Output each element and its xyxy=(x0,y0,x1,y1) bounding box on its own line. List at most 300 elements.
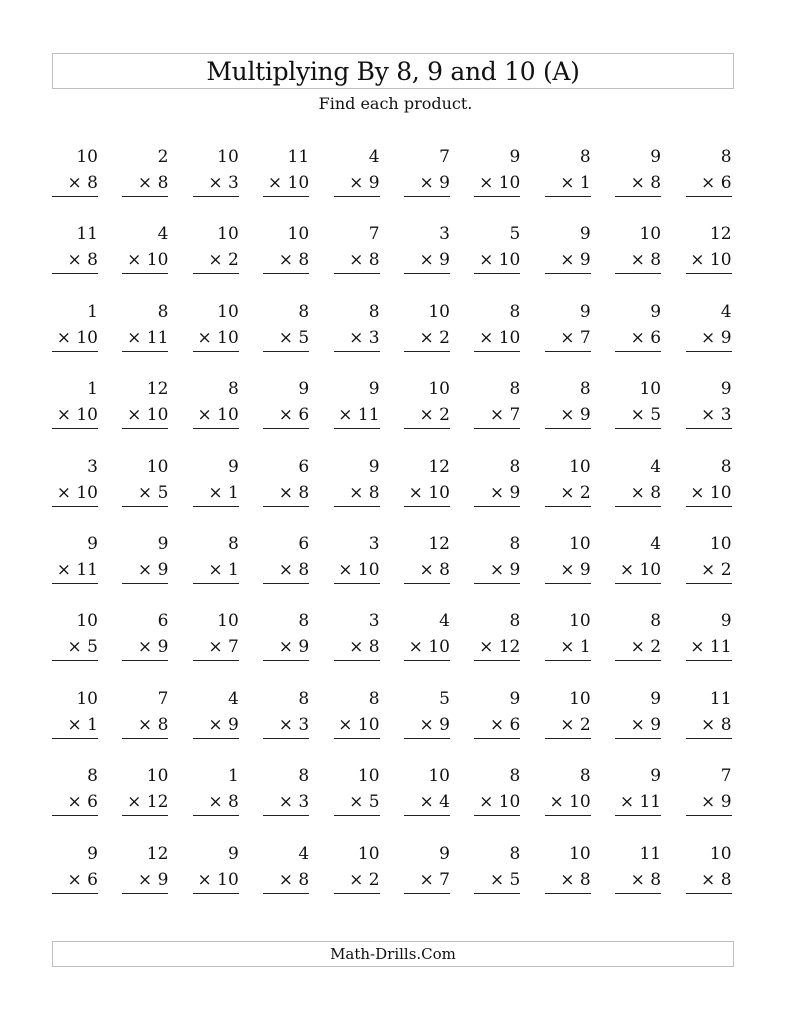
multiplicand: 9 xyxy=(720,379,732,400)
multiplicand: 10 xyxy=(217,147,239,167)
multiplier: × 8 xyxy=(263,247,309,274)
multiplier: × 1 xyxy=(545,634,591,661)
multiplication-problem xyxy=(404,144,450,221)
multiplier: × 5 xyxy=(263,325,309,352)
multiplication-problem xyxy=(474,454,520,531)
multiplicand: 8 xyxy=(509,611,521,632)
multiplier: × 5 xyxy=(474,867,520,894)
multiplication-problem xyxy=(474,221,520,298)
multiplicand: 8 xyxy=(509,456,521,477)
multiplicand: 10 xyxy=(709,843,732,864)
multiplication-problem xyxy=(263,531,309,608)
multiplication-problem xyxy=(404,841,450,918)
multiplicand: 10 xyxy=(146,766,169,787)
multiplication-problem xyxy=(122,454,168,531)
multiplication-problem xyxy=(615,221,661,298)
multiplicand: 7 xyxy=(368,224,380,245)
multiplier: × 9 xyxy=(474,480,520,507)
multiplication-problem xyxy=(334,454,380,531)
multiplier: × 1 xyxy=(193,480,239,507)
multiplier: × 7 xyxy=(474,402,520,429)
multiplicand: 3 xyxy=(368,533,380,554)
multiplier: × 10 xyxy=(334,712,380,739)
multiplication-problem xyxy=(122,299,168,376)
multiplier: × 10 xyxy=(52,325,98,352)
multiplier: × 10 xyxy=(263,170,309,197)
multiplicand: 8 xyxy=(368,301,380,322)
multiplication-problem xyxy=(404,454,450,531)
multiplicand: 4 xyxy=(227,688,239,709)
multiplication-problem xyxy=(193,221,239,298)
multiplication-problem xyxy=(615,144,661,221)
multiplier: × 5 xyxy=(334,789,380,816)
multiplication-problem xyxy=(686,763,732,840)
multiplicand: 11 xyxy=(639,843,662,864)
multiplication-problem xyxy=(334,376,380,453)
multiplicand: 10 xyxy=(76,147,98,167)
multiplicand: 9 xyxy=(579,301,591,322)
multiplication-problem xyxy=(545,454,591,531)
multiplication-problem xyxy=(334,144,380,221)
multiplication-problem xyxy=(545,221,591,298)
multiplier: × 6 xyxy=(263,402,309,429)
multiplier: × 11 xyxy=(615,789,661,816)
multiplication-problem xyxy=(615,376,661,453)
multiplicand: 9 xyxy=(650,301,662,322)
multiplicand: 10 xyxy=(428,379,450,400)
multiplier: × 10 xyxy=(474,170,520,197)
multiplication-problem xyxy=(545,686,591,763)
multiplicand: 10 xyxy=(569,688,591,709)
multiplicand: 8 xyxy=(298,766,310,787)
multiplication-problem xyxy=(615,841,661,918)
multiplicand: 10 xyxy=(428,301,450,322)
multiplicand: 4 xyxy=(720,301,732,322)
multiplication-problem xyxy=(404,221,450,298)
multiplier: × 7 xyxy=(193,634,239,661)
multiplicand: 10 xyxy=(217,301,239,322)
multiplier: × 8 xyxy=(263,480,309,507)
multiplication-problem xyxy=(334,221,380,298)
multiplier: × 2 xyxy=(404,325,450,352)
multiplicand: 6 xyxy=(298,456,310,477)
multiplication-problem xyxy=(686,221,732,298)
multiplier: × 9 xyxy=(545,557,591,584)
multiplication-problem xyxy=(474,531,520,608)
multiplier: × 7 xyxy=(404,867,450,894)
multiplicand: 3 xyxy=(87,456,98,477)
multiplication-problem xyxy=(545,841,591,918)
multiplier: × 12 xyxy=(474,634,520,661)
multiplication-problem xyxy=(404,608,450,685)
multiplication-problem xyxy=(193,841,239,918)
multiplier: × 10 xyxy=(193,325,239,352)
multiplicand: 10 xyxy=(639,224,662,245)
multiplicand: 9 xyxy=(650,766,662,787)
multiplier: × 9 xyxy=(686,325,732,352)
multiplier: × 8 xyxy=(686,712,732,739)
multiplication-problem xyxy=(686,531,732,608)
multiplicand: 10 xyxy=(357,843,380,864)
multiplicand: 9 xyxy=(720,611,732,632)
multiplication-problem xyxy=(334,841,380,918)
multiplicand: 8 xyxy=(157,301,169,322)
multiplicand: 4 xyxy=(368,147,380,167)
multiplier: × 9 xyxy=(545,402,591,429)
multiplier: × 9 xyxy=(615,712,661,739)
multiplicand: 9 xyxy=(298,379,310,400)
multiplier: × 4 xyxy=(404,789,450,816)
multiplicand: 10 xyxy=(217,224,239,245)
multiplier: × 6 xyxy=(686,170,732,197)
multiplication-problem xyxy=(334,686,380,763)
multiplier: × 10 xyxy=(686,247,732,274)
multiplier: × 8 xyxy=(263,557,309,584)
multiplicand: 9 xyxy=(439,843,450,864)
multiplicand: 10 xyxy=(639,379,662,400)
multiplicand: 9 xyxy=(579,224,591,245)
multiplication-problem xyxy=(52,608,98,685)
multiplication-problem xyxy=(334,763,380,840)
multiplication-problem xyxy=(122,221,168,298)
multiplicand: 8 xyxy=(509,533,521,554)
multiplier: × 9 xyxy=(334,170,380,197)
multiplication-problem xyxy=(474,763,520,840)
multiplicand: 10 xyxy=(709,533,732,554)
multiplier: × 10 xyxy=(615,557,661,584)
multiplication-problem xyxy=(193,144,239,221)
multiplication-problem xyxy=(686,454,732,531)
multiplication-problem xyxy=(334,608,380,685)
multiplication-problem xyxy=(52,763,98,840)
multiplicand: 4 xyxy=(650,533,662,554)
multiplication-problem xyxy=(263,299,309,376)
multiplication-problem xyxy=(122,841,168,918)
multiplication-problem xyxy=(52,221,98,298)
multiplication-problem xyxy=(52,841,98,918)
multiplier: × 3 xyxy=(263,789,309,816)
multiplicand: 4 xyxy=(439,611,450,632)
multiplication-problem xyxy=(474,841,520,918)
multiplication-problem xyxy=(404,763,450,840)
multiplication-problem xyxy=(686,686,732,763)
multiplier: × 10 xyxy=(474,789,520,816)
multiplier: × 8 xyxy=(122,170,168,197)
multiplicand: 10 xyxy=(357,766,380,787)
multiplicand: 8 xyxy=(298,301,310,322)
multiplication-problem xyxy=(122,376,168,453)
footer-text: Math-Drills.Com xyxy=(330,945,456,963)
multiplicand: 12 xyxy=(146,843,169,864)
multiplication-problem xyxy=(122,608,168,685)
multiplicand: 9 xyxy=(87,843,98,864)
multiplier: × 8 xyxy=(193,789,239,816)
multiplier: × 10 xyxy=(122,402,168,429)
multiplication-problem xyxy=(615,608,661,685)
multiplication-problem xyxy=(122,144,168,221)
multiplier: × 10 xyxy=(545,789,591,816)
multiplicand: 1 xyxy=(87,301,98,322)
multiplier: × 9 xyxy=(122,634,168,661)
multiplicand: 9 xyxy=(227,843,239,864)
multiplicand: 6 xyxy=(298,533,310,554)
multiplication-problem xyxy=(686,376,732,453)
multiplicand: 8 xyxy=(579,766,591,787)
multiplicand: 5 xyxy=(509,224,521,245)
multiplier: × 2 xyxy=(615,634,661,661)
multiplier: × 9 xyxy=(122,557,168,584)
multiplicand: 7 xyxy=(720,766,732,787)
multiplication-problem xyxy=(263,841,309,918)
multiplier: × 2 xyxy=(545,480,591,507)
multiplier: × 8 xyxy=(263,867,309,894)
multiplication-problem xyxy=(474,299,520,376)
multiplicand: 10 xyxy=(569,456,591,477)
multiplicand: 7 xyxy=(439,147,450,167)
multiplicand: 10 xyxy=(76,688,98,709)
multiplier: × 9 xyxy=(122,867,168,894)
multiplicand: 3 xyxy=(368,611,380,632)
multiplication-problem xyxy=(474,608,520,685)
multiplicand: 12 xyxy=(709,224,732,245)
multiplicand: 8 xyxy=(579,147,591,167)
multiplier: × 6 xyxy=(615,325,661,352)
multiplicand: 10 xyxy=(569,843,591,864)
multiplier: × 6 xyxy=(52,789,98,816)
multiplier: × 10 xyxy=(52,480,98,507)
multiplier: × 2 xyxy=(334,867,380,894)
multiplier: × 10 xyxy=(52,402,98,429)
footer-box xyxy=(52,941,734,967)
multiplication-problem xyxy=(545,144,591,221)
multiplicand: 7 xyxy=(157,688,169,709)
multiplicand: 12 xyxy=(428,456,450,477)
multiplication-problem xyxy=(615,299,661,376)
multiplicand: 8 xyxy=(509,379,521,400)
multiplier: × 10 xyxy=(122,247,168,274)
multiplication-problem xyxy=(122,531,168,608)
multiplication-problem xyxy=(615,531,661,608)
multiplication-problem xyxy=(193,299,239,376)
multiplicand: 10 xyxy=(146,456,169,477)
multiplier: × 3 xyxy=(263,712,309,739)
multiplier: × 1 xyxy=(193,557,239,584)
multiplier: × 2 xyxy=(545,712,591,739)
multiplier: × 6 xyxy=(52,867,98,894)
multiplicand: 11 xyxy=(287,147,310,167)
multiplicand: 12 xyxy=(428,533,450,554)
multiplication-problem xyxy=(193,454,239,531)
multiplicand: 8 xyxy=(720,456,732,477)
multiplication-problem xyxy=(474,686,520,763)
multiplication-problem xyxy=(122,686,168,763)
multiplicand: 3 xyxy=(439,224,450,245)
multiplier: × 8 xyxy=(334,634,380,661)
multiplication-problem xyxy=(686,144,732,221)
multiplicand: 8 xyxy=(579,379,591,400)
multiplier: × 11 xyxy=(122,325,168,352)
multiplier: × 5 xyxy=(615,402,661,429)
multiplication-problem xyxy=(193,376,239,453)
multiplicand: 4 xyxy=(650,456,662,477)
multiplicand: 9 xyxy=(227,456,239,477)
multiplier: × 2 xyxy=(193,247,239,274)
multiplier: × 11 xyxy=(334,402,380,429)
multiplicand: 8 xyxy=(227,379,239,400)
multiplication-problem xyxy=(263,144,309,221)
multiplication-problem xyxy=(404,376,450,453)
multiplication-problem xyxy=(193,608,239,685)
multiplicand: 9 xyxy=(368,379,380,400)
multiplier: × 8 xyxy=(52,170,98,197)
multiplication-problem xyxy=(404,531,450,608)
multiplier: × 6 xyxy=(474,712,520,739)
multiplication-problem xyxy=(52,454,98,531)
multiplication-problem xyxy=(122,763,168,840)
multiplication-problem xyxy=(686,608,732,685)
multiplier: × 8 xyxy=(334,247,380,274)
multiplier: × 8 xyxy=(52,247,98,274)
multiplication-problem xyxy=(334,299,380,376)
multiplication-problem xyxy=(263,763,309,840)
multiplication-problem xyxy=(404,299,450,376)
multiplication-problem xyxy=(686,299,732,376)
multiplier: × 5 xyxy=(52,634,98,661)
multiplicand: 11 xyxy=(76,224,98,245)
multiplication-problem xyxy=(52,299,98,376)
multiplier: × 9 xyxy=(404,170,450,197)
multiplier: × 10 xyxy=(474,325,520,352)
multiplication-problem xyxy=(52,376,98,453)
multiplicand: 8 xyxy=(227,533,239,554)
multiplicand: 8 xyxy=(650,611,662,632)
multiplicand: 4 xyxy=(157,224,169,245)
multiplicand: 8 xyxy=(720,147,732,167)
multiplication-problem xyxy=(193,763,239,840)
multiplier: × 10 xyxy=(334,557,380,584)
multiplicand: 10 xyxy=(428,766,450,787)
multiplier: × 8 xyxy=(404,557,450,584)
multiplication-problem xyxy=(263,376,309,453)
multiplicand: 10 xyxy=(569,533,591,554)
multiplier: × 8 xyxy=(615,480,661,507)
multiplication-problem xyxy=(52,144,98,221)
multiplicand: 8 xyxy=(509,766,521,787)
multiplication-problem xyxy=(263,608,309,685)
multiplier: × 10 xyxy=(193,402,239,429)
multiplication-problem xyxy=(474,376,520,453)
multiplication-problem xyxy=(545,299,591,376)
multiplicand: 8 xyxy=(509,301,521,322)
multiplication-problem xyxy=(615,454,661,531)
multiplication-problem xyxy=(686,841,732,918)
multiplicand: 9 xyxy=(368,456,380,477)
multiplicand: 8 xyxy=(298,611,310,632)
multiplier: × 9 xyxy=(686,789,732,816)
multiplier: × 12 xyxy=(122,789,168,816)
multiplication-problem xyxy=(263,221,309,298)
multiplier: × 1 xyxy=(52,712,98,739)
multiplicand: 1 xyxy=(227,766,239,787)
multiplication-problem xyxy=(52,686,98,763)
multiplicand: 8 xyxy=(368,688,380,709)
multiplier: × 8 xyxy=(615,170,661,197)
multiplication-problem xyxy=(545,531,591,608)
multiplier: × 8 xyxy=(686,867,732,894)
multiplicand: 1 xyxy=(87,379,98,400)
multiplier: × 7 xyxy=(545,325,591,352)
multiplication-problem xyxy=(193,686,239,763)
multiplier: × 10 xyxy=(404,480,450,507)
multiplier: × 5 xyxy=(122,480,168,507)
multiplication-problem xyxy=(474,144,520,221)
multiplier: × 9 xyxy=(193,712,239,739)
multiplier: × 9 xyxy=(404,247,450,274)
multiplication-problem xyxy=(615,686,661,763)
multiplication-problem xyxy=(52,531,98,608)
multiplicand: 9 xyxy=(650,147,662,167)
multiplier: × 10 xyxy=(193,867,239,894)
multiplier: × 3 xyxy=(334,325,380,352)
multiplication-problem xyxy=(615,763,661,840)
multiplicand: 4 xyxy=(298,843,310,864)
multiplier: × 2 xyxy=(686,557,732,584)
multiplicand: 10 xyxy=(217,611,239,632)
multiplier: × 8 xyxy=(615,247,661,274)
multiplier: × 3 xyxy=(686,402,732,429)
multiplicand: 10 xyxy=(287,224,310,245)
multiplier: × 3 xyxy=(193,170,239,197)
multiplicand: 9 xyxy=(509,147,521,167)
multiplicand: 2 xyxy=(157,147,169,167)
multiplier: × 1 xyxy=(545,170,591,197)
page-title: Multiplying By 8, 9 and 10 (A) xyxy=(206,56,580,86)
multiplicand: 12 xyxy=(146,379,169,400)
multiplicand: 9 xyxy=(650,688,662,709)
multiplication-problem xyxy=(545,376,591,453)
multiplication-problem xyxy=(545,763,591,840)
multiplier: × 9 xyxy=(263,634,309,661)
multiplication-problem xyxy=(263,454,309,531)
title-box xyxy=(52,53,734,89)
multiplicand: 8 xyxy=(509,843,521,864)
multiplicand: 8 xyxy=(87,766,98,787)
multiplication-problem xyxy=(263,686,309,763)
multiplier: × 8 xyxy=(334,480,380,507)
multiplicand: 8 xyxy=(298,688,310,709)
multiplication-problem xyxy=(404,686,450,763)
multiplier: × 11 xyxy=(686,634,732,661)
multiplier: × 10 xyxy=(474,247,520,274)
multiplication-problem xyxy=(545,608,591,685)
multiplicand: 11 xyxy=(709,688,732,709)
multiplicand: 9 xyxy=(87,533,98,554)
multiplication-problem xyxy=(193,531,239,608)
multiplier: × 11 xyxy=(52,557,98,584)
multiplier: × 9 xyxy=(404,712,450,739)
multiplicand: 10 xyxy=(76,611,98,632)
multiplier: × 2 xyxy=(404,402,450,429)
multiplier: × 9 xyxy=(474,557,520,584)
instructions: Find each product. xyxy=(318,94,473,113)
multiplier: × 8 xyxy=(615,867,661,894)
multiplicand: 6 xyxy=(157,611,169,632)
multiplier: × 8 xyxy=(545,867,591,894)
problem-grid xyxy=(52,144,736,918)
multiplier: × 10 xyxy=(686,480,732,507)
multiplicand: 5 xyxy=(439,688,450,709)
multiplication-problem xyxy=(334,531,380,608)
